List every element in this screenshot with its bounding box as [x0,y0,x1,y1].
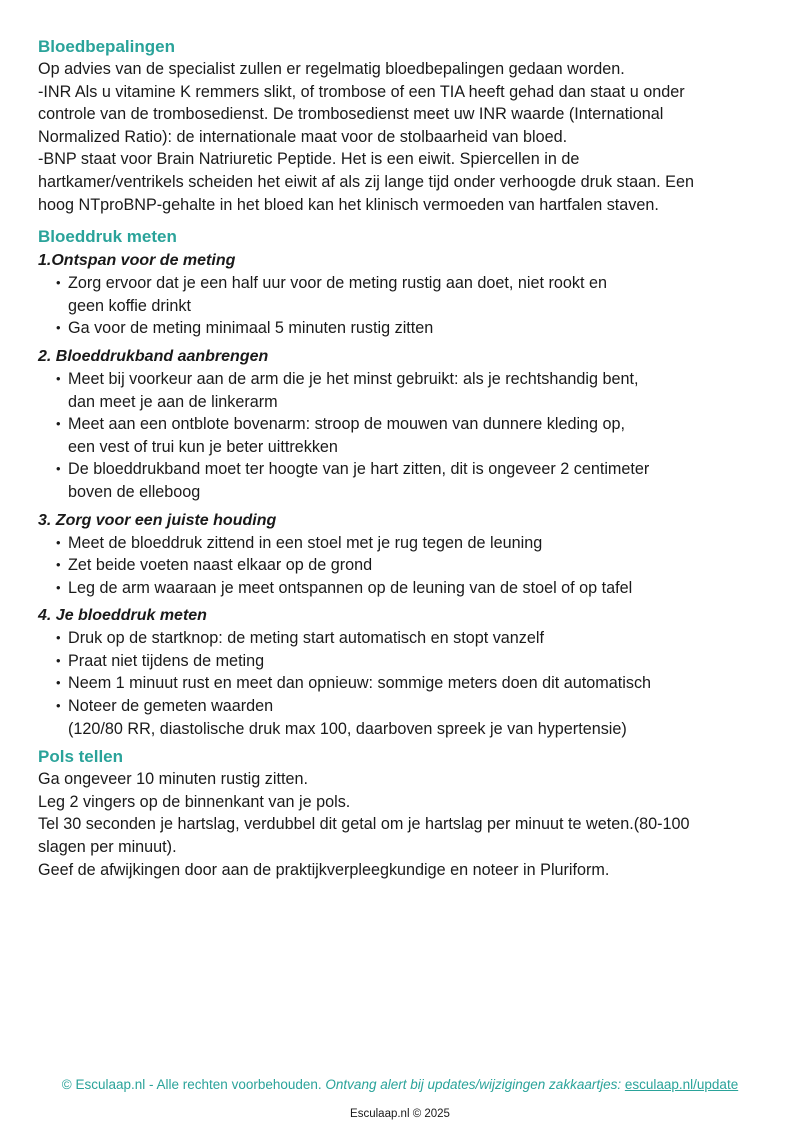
step-list-1 [38,272,768,340]
text-line: controle van de trombosedienst. De trombosedienst meet uw INR waarde (International [38,105,664,124]
page-content [38,36,768,891]
text-line: Ga ongeveer 10 minuten rustig zitten. [38,770,308,789]
heading-bloeddruk-meten: Bloeddruk meten [38,227,177,247]
step-list-2 [38,368,768,504]
list-item: • Zet beide voeten naast elkaar op de grond [68,554,768,577]
text-line: Tel 30 seconden je hartslag, verdubbel dit getal om je hartslag per minuut te weten.(80-100 [38,815,690,834]
text-line: Geef de afwijkingen door aan de praktijkverpleegkundige en noteer in Pluriform. [38,860,610,879]
heading-pols-tellen: Pols tellen [38,747,124,767]
list-item: • Praat niet tijdens de meting [68,650,768,673]
step-list-3 [38,532,768,600]
step-title-4: 4. Je bloeddruk meten [38,607,207,625]
heading-bloedbepalingen: Bloedbepalingen [38,37,175,56]
list-item: • Meet aan een ontblote bovenarm: stroop de mouwen van dunnere kleding op, een vest of trui kun je beter uittrekken [68,413,768,458]
section-bloedbepalingen [38,36,768,216]
text-line: -BNP staat voor Brain Natriuretic Peptide. Het is een eiwit. Spiercellen in de [38,150,580,169]
footer-notice [0,1077,800,1092]
step-title-3: 3. Zorg voor een juiste houding [38,511,277,529]
list-item: • Ga voor de meting minimaal 5 minuten rustig zitten [68,317,768,340]
list-item: • De bloeddrukband moet ter hoogte van je hart zitten, dit is ongeveer 2 centimeter boven de elleboog [68,458,768,503]
footer-rights: © Esculaap.nl - Alle rechten voorbehouden. [61,1077,322,1092]
footer-alert-text: Ontvang alert bij updates/wijzigingen zakkaartjes: [325,1077,622,1092]
list-item: • Meet bij voorkeur aan de arm die je het minst gebruikt: als je rechtshandig bent, dan meet je aan de linkerarm [68,368,768,413]
step-list-4 [38,627,768,740]
section-pols-tellen [38,746,768,881]
footer-update-link[interactable]: esculaap.nl/update [624,1077,739,1092]
text-line: -INR Als u vitamine K remmers slikt, of trombose of een TIA heeft gehad dan staat u onder [38,82,685,101]
text-line: hoog NTproBNP-gehalte in het bloed kan het klinisch vermoeden van hartfalen staven. [38,195,659,214]
list-item: • Neem 1 minuut rust en meet dan opnieuw: sommige meters doen dit automatisch [68,672,768,695]
list-item: • Meet de bloeddruk zittend in een stoel met je rug tegen de leuning [68,532,768,555]
text-line: Normalized Ratio): de internationale maat voor de stolbaarheid van bloed. [38,127,568,146]
step-title-2: 2. Bloeddrukband aanbrengen [38,347,269,365]
text-line: Leg 2 vingers op de binnenkant van je pols. [38,792,351,811]
text-line: slagen per minuut). [38,838,177,857]
step-title-1: 1.Ontspan voor de meting [38,252,236,270]
list-item: • Leg de arm waaraan je meet ontspannen op de leuning van de stoel of op tafel [68,577,768,600]
section-bloeddruk-meten [38,226,768,740]
list-item: • Zorg ervoor dat je een half uur voor de meting rustig aan doet, niet rookt en geen koffie drinkt [68,272,768,317]
text-line: Op advies van de specialist zullen er regelmatig bloedbepalingen gedaan worden. [38,60,625,78]
list-item: • Druk op de startknop: de meting start automatisch en stopt vanzelf [68,627,768,650]
text-line: hartkamer/ventrikels scheiden het eiwit af als zij lange tijd onder verhoogde druk staan. Een [38,172,694,191]
page-copyright: Esculaap.nl © 2025 [350,1108,450,1120]
list-item: • Noteer de gemeten waarden (120/80 RR, diastolische druk max 100, daarboven spreek je van hypertensie) [68,695,768,740]
